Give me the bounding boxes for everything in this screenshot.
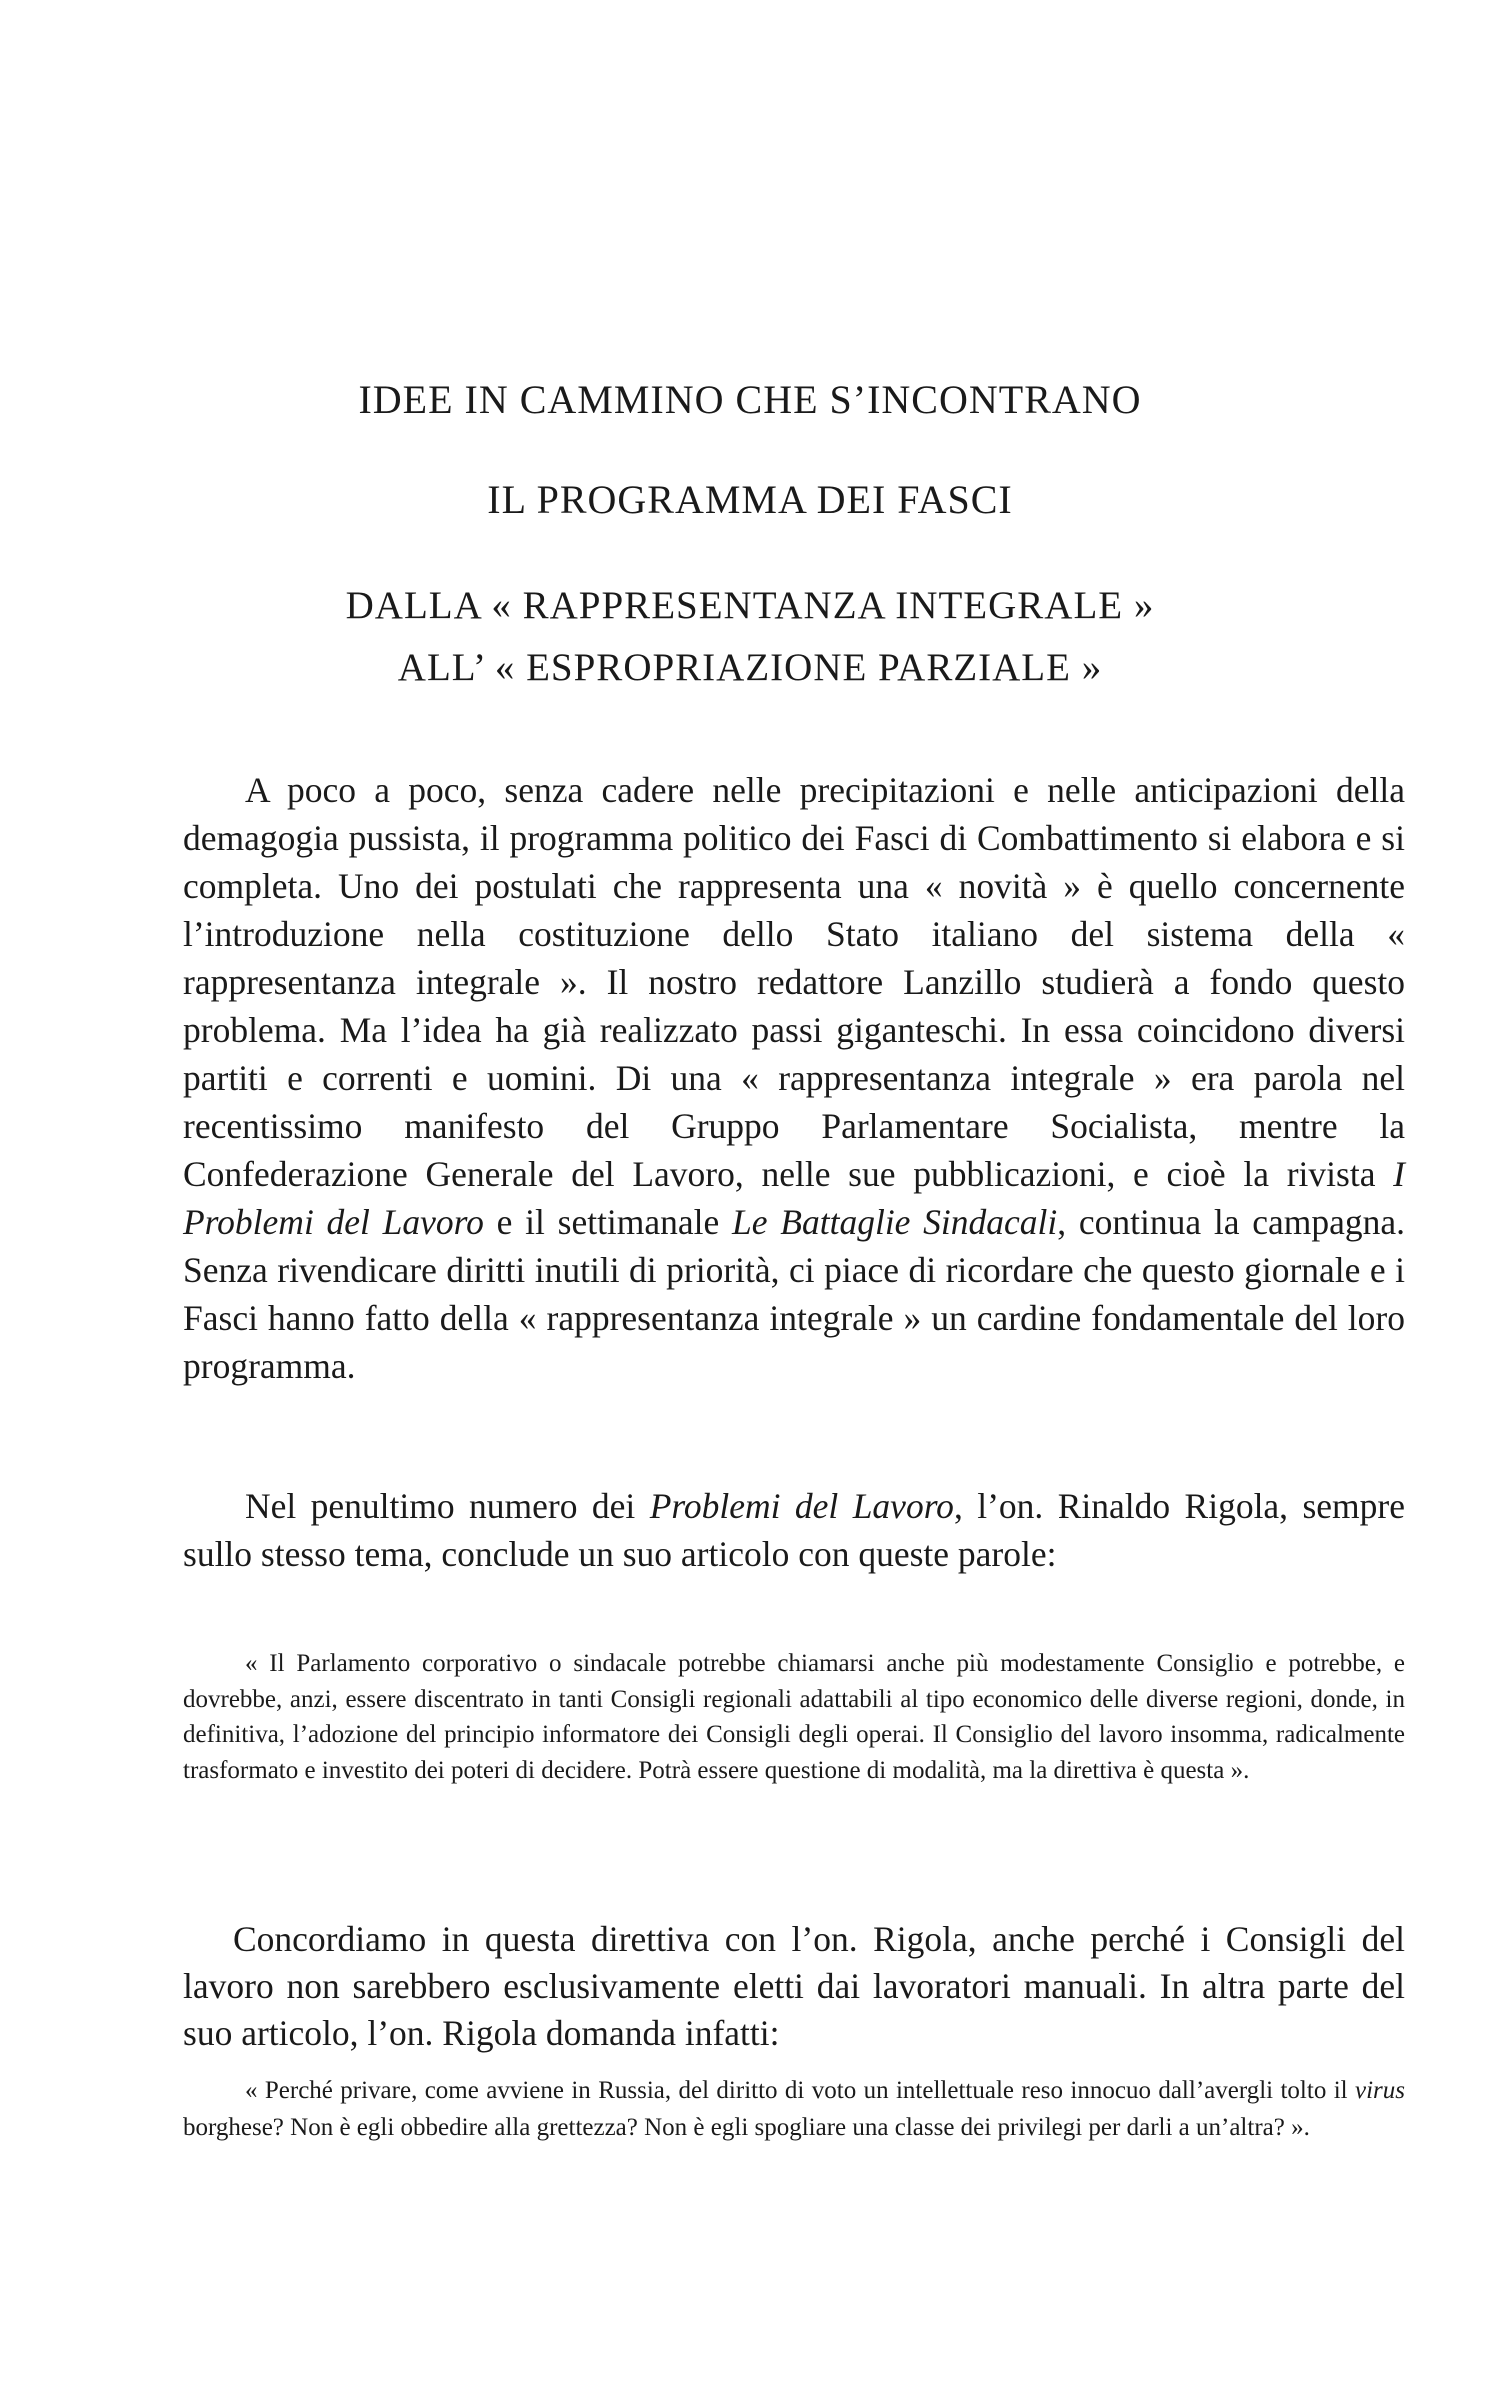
paragraph-1-text-a: A poco a poco, senza cadere nelle precipitazioni e nelle anticipazioni della demagogia pussista, il programma politico dei Fasci di Combattimento si elabora e si completa. Uno dei postulati che rappresenta una « novità » è quello concernente l’introduzione nella costituzione dello Stato italiano del sistema della « rappresentanza integrale ». Il nostro redattore Lanzillo studierà a fondo questo problema. Ma l’idea ha già realizzato passi giganteschi. In essa coincidono diversi partiti e correnti e uomini. Di una « rappresentanza integrale » era parola nel recentissimo manifesto del Gruppo Parlamentare Socialista, mentre la Confederazione Generale del Lavoro, nelle sue pubblicazioni, e cioè la rivista (183, 770, 1405, 1194)
quote-2 (183, 2072, 1405, 2146)
paragraph-1-title-b: Le Battaglie Sindacali (732, 1202, 1058, 1242)
paragraph-1-text-b: e il settimanale (483, 1202, 733, 1242)
heading-line-4: ALL’ « ESPROPRIAZIONE PARZIALE » (397, 646, 1103, 689)
paragraph-1-text-c: , continua la campagna. Senza rivendicare diritti inutili di priorità, ci piace di ricordare che questo giornale e i Fasci hanno fatto della « rappresentanza integrale » un cardine fondamentale del loro programma. (183, 1202, 1406, 1386)
heading-line-2: IL PROGRAMMA DEI FASCI (487, 477, 1013, 522)
paragraph-3: Concordiamo in questa direttiva con l’on. Rigola, anche perché i Consigli del lavoro non sarebbero esclusivamente eletti dai lavoratori manuali. In altra parte del suo articolo, l’on. Rigola domanda infatti: (183, 1919, 1405, 2053)
paragraph-2-text-b: , l’on. Rinaldo Rigola, sempre sullo stesso tema, conclude un suo articolo con queste parole: (183, 1486, 1405, 1574)
paragraph-2-title-a: Problemi del Lavoro (649, 1486, 954, 1526)
quote-1: « Il Parlamento corporativo o sindacale potrebbe chiamarsi anche più modestamente Consiglio e potrebbe, e dovrebbe, anzi, essere discentrato in tanti Consigli regionali adattabili al tipo economico delle diverse regioni, donde, in definitiva, l’adozione del principio informatore dei Consigli degli operai. Il Consiglio del lavoro insomma, radicalmente trasformato e investito dei poteri di decidere. Potrà essere questione di modalità, ma la direttiva è questa ». (183, 1650, 1405, 1784)
quote-2-italic: virus (1355, 2077, 1405, 2104)
heading-line-3: DALLA « RAPPRESENTANZA INTEGRALE » (345, 584, 1155, 627)
paragraph-1 (183, 766, 1405, 1390)
heading-line-1: IDEE IN CAMMINO CHE S’INCONTRANO (358, 377, 1142, 422)
paragraph-2 (183, 1482, 1405, 1578)
paragraph-1-title-a: I Problemi del Lavoro (183, 1154, 1405, 1242)
quote-2-text-a: « Perché privare, come avviene in Russia, del diritto di voto un intellettuale reso innocuo dall’avergli tolto il (245, 2077, 1355, 2104)
quote-2-text-b: borghese? Non è egli obbedire alla grettezza? Non è egli spogliare una classe dei privilegi per darli a un’altra? ». (183, 2114, 1310, 2141)
paragraph-2-text-a: Nel penultimo numero dei (245, 1486, 650, 1526)
